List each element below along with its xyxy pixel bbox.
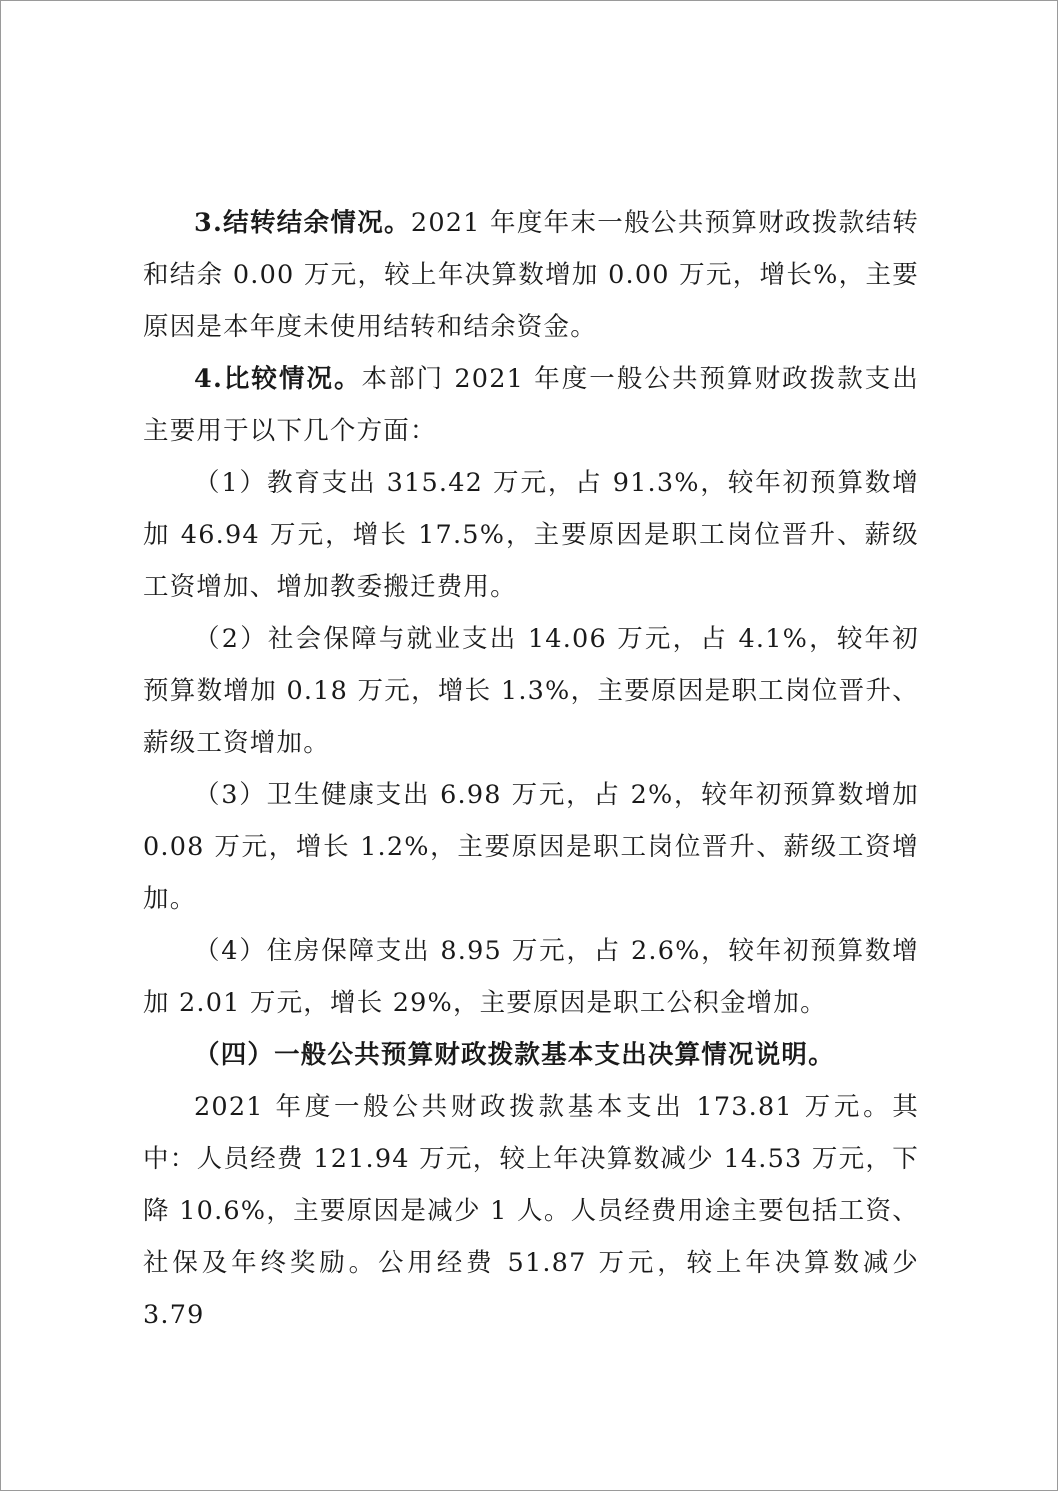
paragraph-carryover-balance — [143, 197, 919, 353]
paragraph-comparison — [143, 353, 919, 457]
paragraph-lead: 4.比较情况。 — [194, 364, 362, 394]
section-heading: （四）一般公共预算财政拨款基本支出决算情况说明。 — [194, 1040, 835, 1070]
paragraph-text: （4）住房保障支出 8.95 万元，占 2.6%，较年初预算数增加 2.01 万元，增长 29%，主要原因是职工公积金增加。 — [143, 936, 919, 1018]
paragraph-education — [143, 457, 919, 613]
paragraph-text: （2）社会保障与就业支出 14.06 万元，占 4.1%，较年初预算数增加 0.18 万元，增长 1.3%，主要原因是职工岗位晋升、薪级工资增加。 — [143, 624, 919, 758]
paragraph-housing — [143, 925, 919, 1029]
paragraph-text: 本部门 2021 年度一般公共预算财政拨款支出主要用于以下几个方面： — [143, 364, 919, 446]
paragraph-social-security — [143, 613, 919, 769]
document-body — [143, 197, 919, 1341]
paragraph-basic-expenditure — [143, 1081, 919, 1341]
paragraph-lead: 3.结转结余情况。 — [194, 208, 411, 238]
paragraph-text: 2021 年度年末一般公共预算财政拨款结转和结余 0.00 万元，较上年决算数增加 0.00 万元，增长%，主要原因是本年度未使用结转和结余资金。 — [143, 208, 920, 342]
paragraph-text: （1）教育支出 315.42 万元，占 91.3%，较年初预算数增加 46.94 万元，增长 17.5%，主要原因是职工岗位晋升、薪级工资增加、增加教委搬迁费用。 — [143, 468, 919, 602]
paragraph-text: （3）卫生健康支出 6.98 万元，占 2%，较年初预算数增加 0.08 万元，增长 1.2%，主要原因是职工岗位晋升、薪级工资增加。 — [143, 780, 919, 914]
paragraph-text: 2021 年度一般公共财政拨款基本支出 173.81 万元。其中：人员经费 121.94 万元，较上年决算数减少 14.53 万元，下降 10.6%，主要原因是减少 1 人。人员经费用途主要包括工资、社保及年终奖励。公用经费 51.87 万元，较上年决算数减少 3.79 — [143, 1092, 919, 1330]
paragraph-health — [143, 769, 919, 925]
